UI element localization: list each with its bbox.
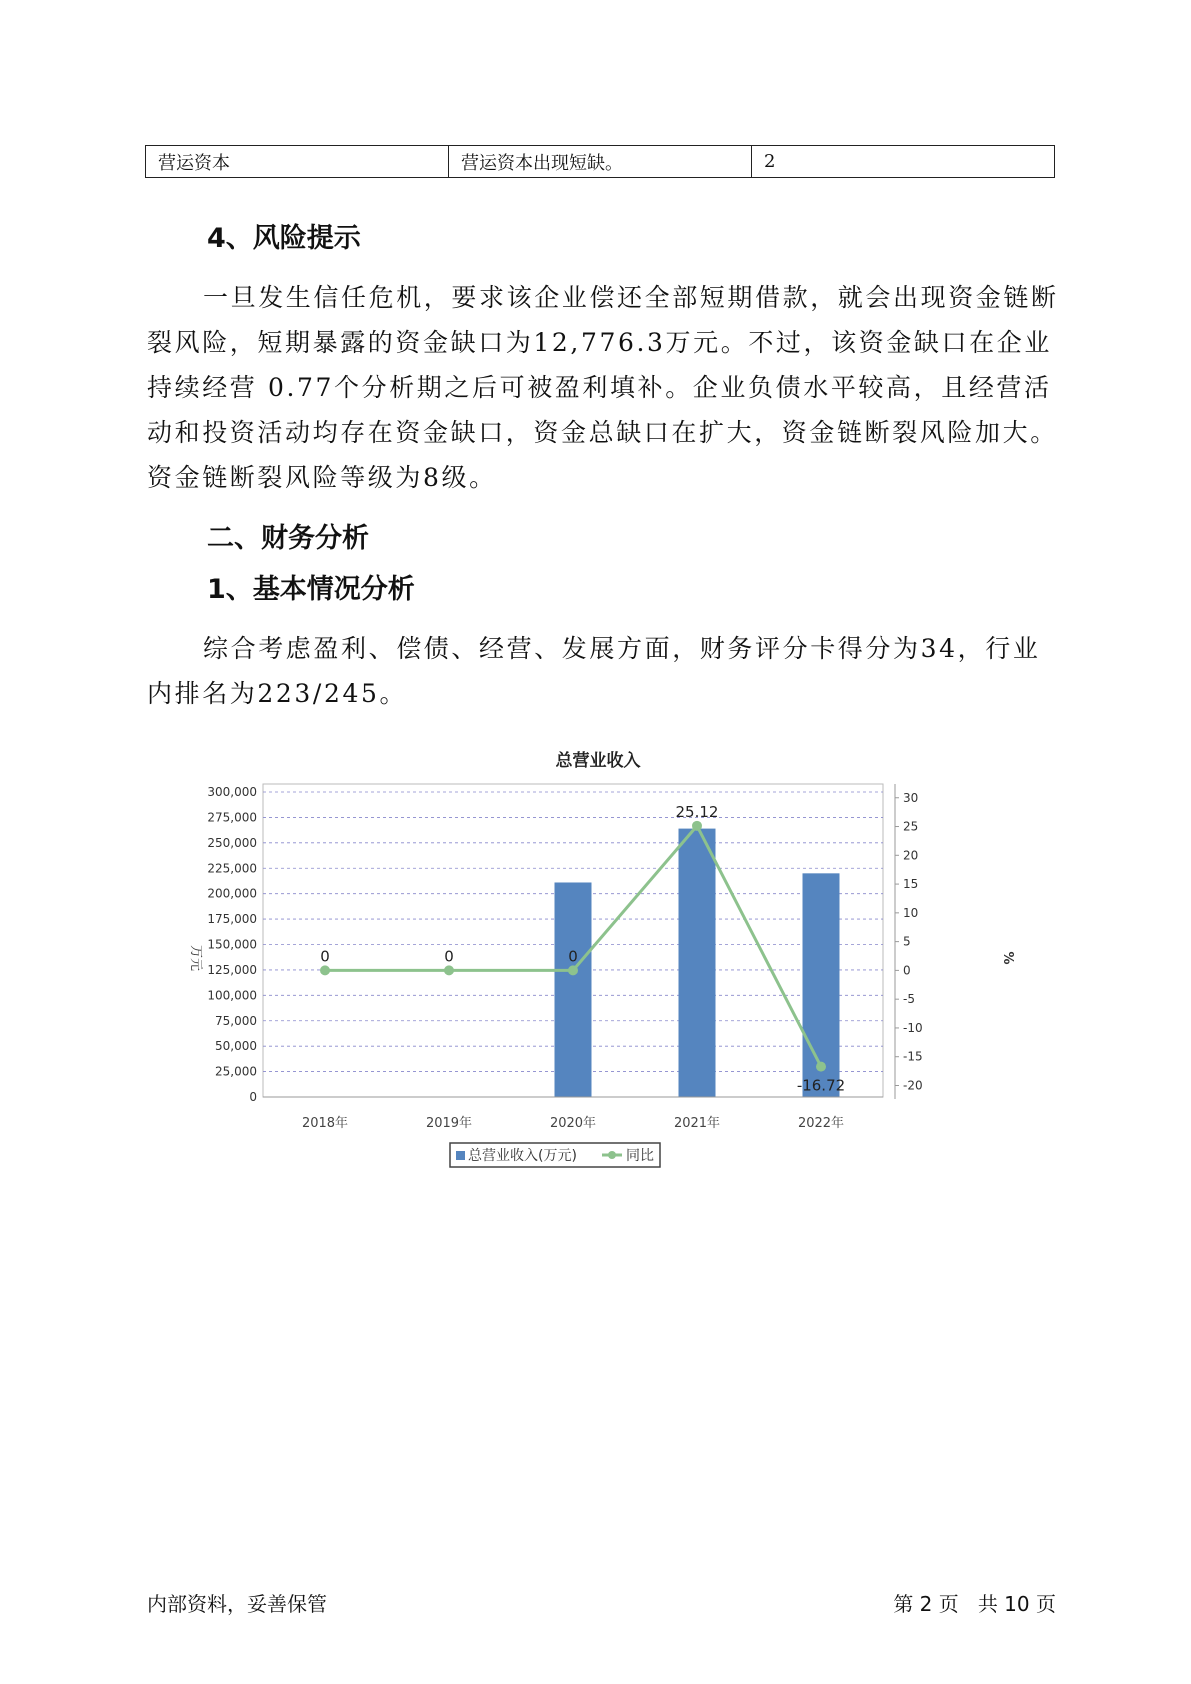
table-cell-score: 2	[752, 146, 1055, 178]
y-tick-label: 250,000	[207, 835, 257, 850]
y2-tick-label: 15	[903, 877, 919, 892]
y2-tick-label: 5	[903, 934, 911, 949]
y-tick-label: 0	[249, 1090, 257, 1104]
y-tick-label: 175,000	[207, 912, 257, 927]
line-point	[816, 1062, 826, 1072]
bar	[555, 882, 592, 1097]
y2-tick-label: 25	[903, 819, 919, 834]
y-tick-label: 275,000	[207, 810, 257, 825]
subsection-heading-basic: 1、基本情况分析	[207, 574, 415, 605]
section-heading-risk: 4、风险提示	[207, 223, 361, 254]
risk-table	[145, 145, 1055, 178]
x-tick-label: 2019年	[425, 1116, 473, 1131]
y-tick-label: 25,000	[215, 1064, 257, 1079]
x-tick-label: 2021年	[673, 1116, 721, 1131]
y2-tick-label: 10	[903, 905, 919, 920]
y-tick-label: 200,000	[207, 886, 257, 901]
section-heading-financial: 二、财务分析	[207, 523, 369, 554]
y-tick-label: 125,000	[207, 962, 257, 977]
table-cell-description: 营运资本出现短缺。	[449, 146, 752, 178]
legend-label-line: 同比	[626, 1148, 654, 1164]
y-tick-label: 150,000	[207, 937, 257, 952]
y2-tick-label: -20	[903, 1078, 923, 1093]
x-tick-label: 2018年	[301, 1116, 349, 1131]
data-label: 25.12	[675, 802, 719, 821]
chart-title: 总营业收入	[555, 751, 641, 771]
risk-paragraph: 一旦发生信任危机，要求该企业偿还全部短期借款，就会出现资金链断裂风险，短期暴露的资金缺口为12,776.3万元。不过，该资金缺口在企业持续经营 0.77个分析期之后可被盈利填补。企业负债水平较高，且经营活动和投资活动均存在资金缺口，资金总缺口在扩大，资金链断裂风险加大。资金链断裂风险等级为8级。	[147, 283, 1059, 492]
basic-paragraph: 综合考虑盈利、偿债、经营、发展方面，财务评分卡得分为34，行业内排名为223/245。	[147, 634, 1041, 708]
footer-confidential: 内部资料，妥善保管	[147, 1592, 327, 1616]
chart-y2-axis-label: %	[1000, 951, 1015, 965]
line-point	[568, 965, 578, 975]
y2-tick-label: 0	[903, 963, 911, 978]
y-tick-label: 100,000	[207, 988, 257, 1003]
y2-tick-label: -10	[903, 1020, 923, 1035]
y-tick-label: 300,000	[207, 785, 257, 799]
y2-tick-label: 30	[903, 790, 919, 805]
line-point	[320, 965, 330, 975]
data-label: 0	[320, 947, 330, 966]
line-point	[444, 965, 454, 975]
y2-tick-label: 20	[903, 848, 919, 863]
y-tick-label: 75,000	[215, 1013, 257, 1028]
chart-legend	[450, 1143, 660, 1167]
legend-swatch-point	[608, 1151, 616, 1159]
revenue-chart	[178, 740, 1038, 1200]
data-label: 0	[444, 947, 454, 966]
line-point	[692, 821, 702, 831]
legend-label-bar: 总营业收入(万元)	[468, 1148, 577, 1164]
table-row	[146, 146, 1055, 178]
y2-tick-label: -5	[903, 992, 915, 1007]
chart-bars	[555, 829, 840, 1097]
y2-tick-label: -15	[903, 1049, 923, 1064]
x-tick-label: 2022年	[797, 1116, 845, 1131]
table-cell-item: 营运资本	[146, 146, 449, 178]
data-label: -16.72	[796, 1076, 846, 1095]
footer-page-number: 第 2 页 共 10 页	[893, 1592, 1056, 1616]
bar	[679, 829, 716, 1097]
data-label: 0	[568, 947, 578, 966]
y-tick-label: 225,000	[207, 861, 257, 876]
legend-swatch-bar	[456, 1151, 465, 1160]
x-tick-label: 2020年	[549, 1116, 597, 1131]
y-tick-label: 50,000	[215, 1039, 257, 1054]
chart-y-axis-label: 万元	[188, 944, 203, 972]
